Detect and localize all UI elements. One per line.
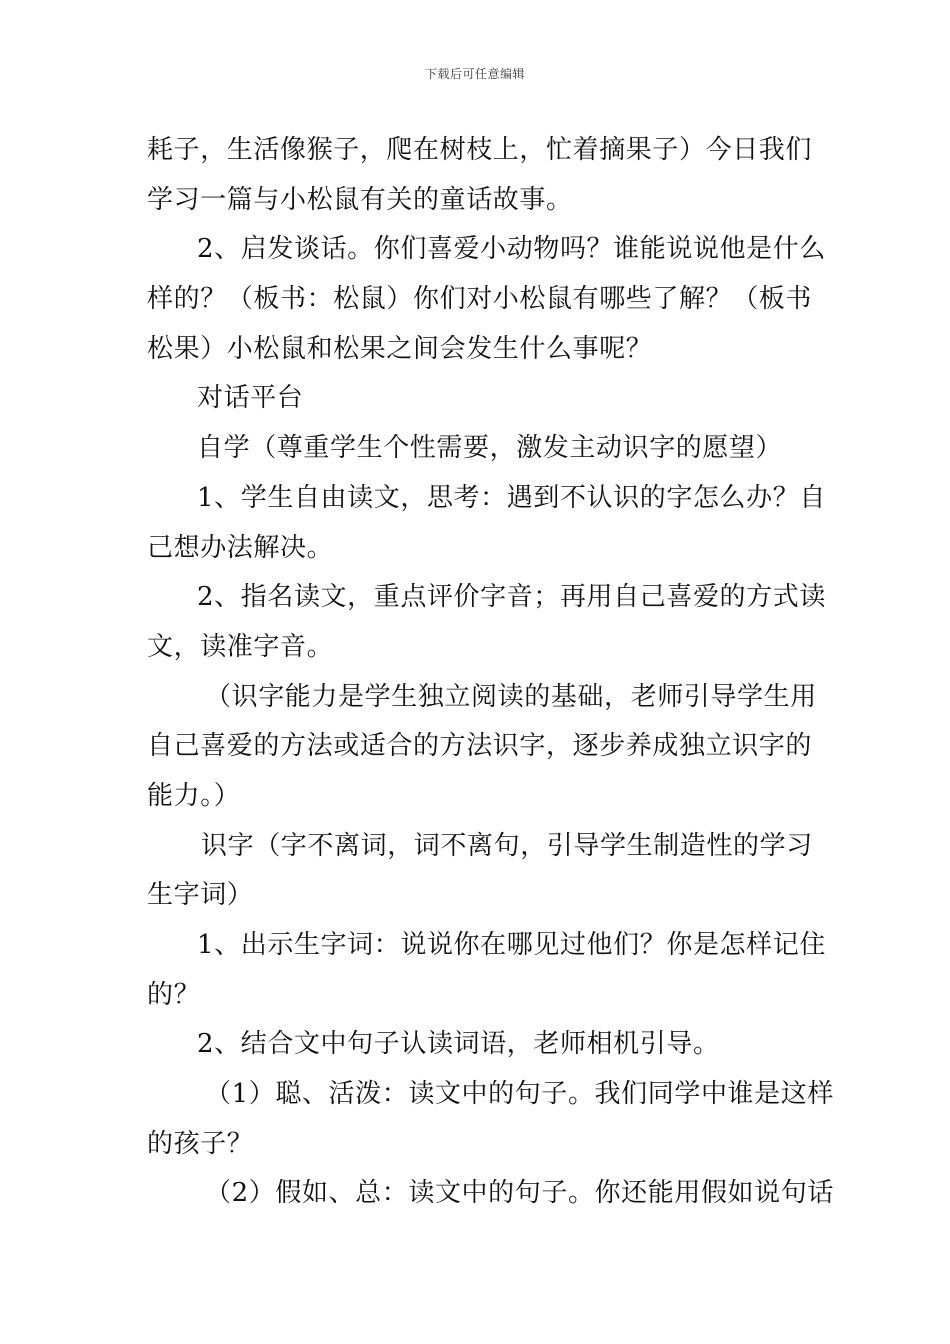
text-line: （2）假如、总：读文中的句子。你还能用假如说句话 — [205, 1178, 834, 1209]
document-body — [147, 126, 834, 1219]
text-line: 松果）小松鼠和松果之间会发生什么事呢？ — [147, 333, 653, 364]
text-line: 2、启发谈话。你们喜爱小动物吗？谁能说说他是什么 — [197, 234, 826, 265]
text-line: 己想办法解决。 — [147, 532, 334, 563]
text-line: 1、学生自由读文，思考：遇到不认识的字怎么办？自 — [197, 482, 826, 513]
text-line: （1）聪、活泼：读文中的句子。我们同学中谁是这样 — [205, 1079, 834, 1110]
text-line: （识字能力是学生独立阅读的基础，老师引导学生用 — [205, 681, 817, 712]
text-line: 耗子，生活像猴子，爬在树枝上，忙着摘果子）今日我们 — [147, 135, 813, 165]
text-line: 文，读准字音。 — [147, 631, 334, 662]
section-heading: 对话平台 — [197, 383, 304, 414]
subsection-heading: 自学（尊重学生个性需要，激发主动识字的愿望） — [197, 433, 783, 464]
text-line: 样的？（板书：松鼠）你们对小松鼠有哪些了解？（板书 — [147, 284, 813, 315]
text-line: 2、指名读文，重点评价字音；再用自己喜爱的方式读 — [197, 582, 826, 613]
text-line: 能力。） — [147, 780, 241, 811]
text-line: 生字词） — [147, 880, 254, 911]
text-line: 学习一篇与小松鼠有关的童话故事。 — [147, 184, 573, 215]
subsection-heading: 识字（字不离词，词不离句，引导学生制造性的学习 — [201, 830, 813, 861]
text-line: 的孩子？ — [147, 1128, 254, 1159]
text-line: 自己喜爱的方法或适合的方法识字，逐步养成独立识字的 — [147, 731, 813, 762]
page-header: 下载后可任意编辑 — [424, 67, 525, 81]
text-line: 的？ — [147, 979, 201, 1010]
text-line: 2、结合文中句子认读词语，老师相机引导。 — [197, 1029, 720, 1060]
text-line: 1、出示生字词：说说你在哪见过他们？你是怎样记住 — [197, 930, 826, 960]
